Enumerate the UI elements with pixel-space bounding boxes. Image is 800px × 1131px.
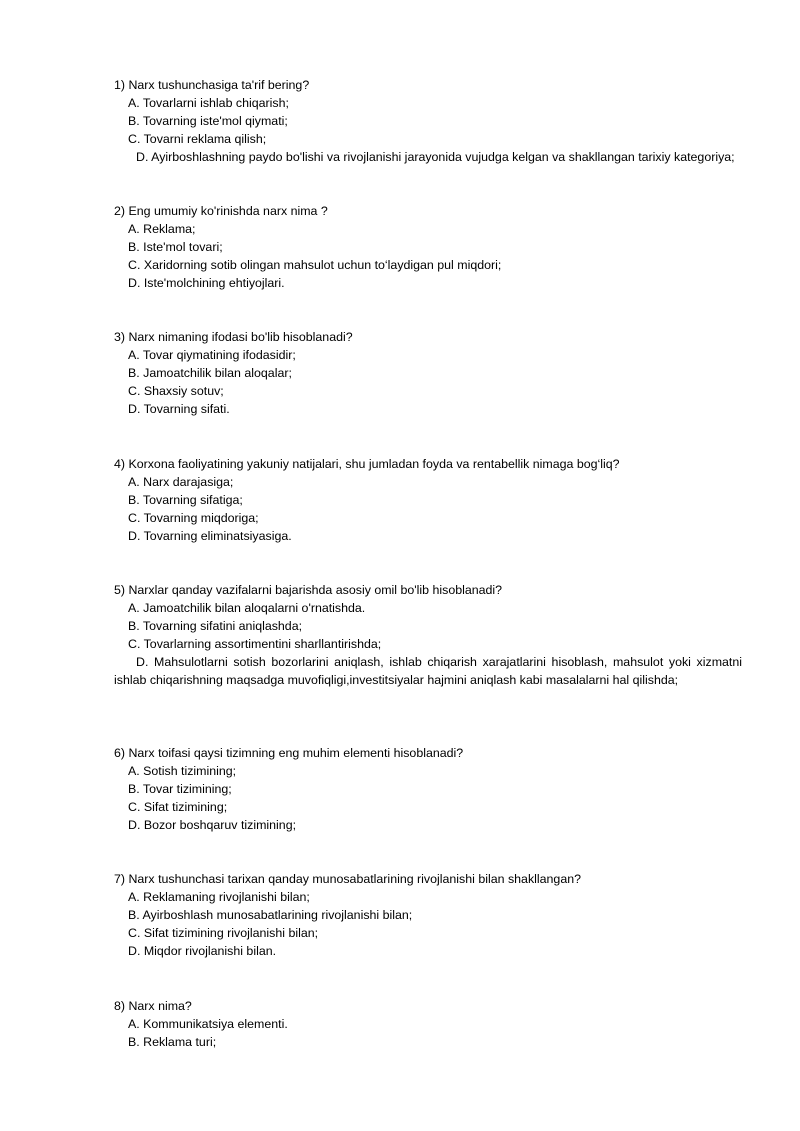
answer-option-a: A. Sotish tizimining; [128, 764, 237, 779]
question-title: 2) Eng umumiy ko'rinishda narx nima ? [114, 204, 328, 218]
question-3 [114, 328, 742, 418]
answer-option-d: D. Tovarning sifati. [128, 402, 230, 417]
answer-option-c: C. Xaridorning sotib olingan mahsulot uchun to‘laydigan pul miqdori; [128, 258, 502, 273]
question-5 [114, 581, 742, 690]
answer-option-a: A. Reklama; [128, 222, 196, 237]
answer-option-b: B. Tovarning sifatiga; [128, 493, 243, 508]
answer-option-a: A. Kommunikatsiya elementi. [128, 1017, 288, 1032]
question-title: 5) Narxlar qanday vazifalarni bajarishda asosiy omil bo'lib hisoblanadi? [114, 583, 503, 597]
answer-option-b: B. Tovarning sifatini aniqlashda; [128, 619, 303, 634]
answer-option-c: C. Shaxsiy sotuv; [128, 384, 224, 399]
answer-option-c: C. Sifat tizimining rivojlanishi bilan; [128, 926, 319, 941]
answer-option-d: D. Tovarning eliminatsiyasiga. [128, 529, 292, 544]
answer-option-b: B. Iste'mol tovari; [128, 240, 223, 255]
answer-option-a: A. Tovar qiymatining ifodasidir; [128, 348, 296, 363]
question-title: 1) Narx tushunchasiga ta'rif bering? [114, 78, 310, 92]
answer-option-d: D. Miqdor rivojlanishi bilan. [128, 944, 277, 959]
answer-option-c: C. Tovarni reklama qilish; [128, 132, 267, 147]
question-title: 6) Narx toifasi qaysi tizimning eng muhim elementi hisoblanadi? [114, 746, 464, 760]
answer-option-a: A. Reklamaning rivojlanishi bilan; [128, 890, 310, 905]
answer-option-b: B. Jamoatchilik bilan aloqalar; [128, 366, 292, 381]
answer-option-d: D. Mahsulotlarni sotish bozorlarini aniqlash, ishlab chiqarish xarajatlarini hisoblash, mahsulot yoki xizmatni ishlab chiqarishning maqsadga muvofiqligi,investitsiyalar hajmini aniqlash kabi masalalarni hal qilishda; [114, 655, 742, 688]
answer-option-b: B. Tovar tizimining; [128, 782, 232, 797]
answer-option-c: C. Tovarlarning assortimentini sharllantirishda; [128, 637, 382, 652]
answer-option-b: B. Tovarning iste'mol qiymati; [128, 114, 288, 129]
answer-option-b: B. Reklama turi; [128, 1035, 217, 1050]
answer-option-a: A. Jamoatchilik bilan aloqalarni o'rnatishda. [128, 601, 366, 616]
question-4 [114, 455, 742, 545]
question-title: 8) Narx nima? [114, 999, 192, 1013]
answer-option-d: D. Iste'molchining ehtiyojlari. [128, 276, 285, 291]
answer-option-d: D. Ayirboshlashning paydo bo'lishi va rivojlanishi jarayonida vujudga kelgan va shakllangan tarixiy kategoriya; [136, 150, 735, 165]
question-8 [114, 997, 742, 1051]
answer-option-a: A. Tovarlarni ishlab chiqarish; [128, 96, 289, 111]
answer-option-c: C. Tovarning miqdoriga; [128, 511, 259, 526]
answer-option-a: A. Narx darajasiga; [128, 475, 234, 490]
answer-option-b: B. Ayirboshlash munosabatlarining rivojlanishi bilan; [128, 908, 413, 923]
question-6 [114, 744, 742, 834]
question-title: 4) Korxona faoliyatining yakuniy natijalari, shu jumladan foyda va rentabellik nimaga bog‘liq? [114, 457, 620, 471]
question-7 [114, 870, 742, 960]
question-2 [114, 202, 742, 292]
question-title: 3) Narx nimaning ifodasi bo'lib hisoblanadi? [114, 330, 353, 344]
question-1 [114, 76, 742, 166]
answer-option-c: C. Sifat tizimining; [128, 800, 228, 815]
answer-option-d: D. Bozor boshqaruv tizimining; [128, 818, 297, 833]
question-title: 7) Narx tushunchasi tarixan qanday munosabatlarining rivojlanishi bilan shakllangan? [114, 872, 581, 886]
